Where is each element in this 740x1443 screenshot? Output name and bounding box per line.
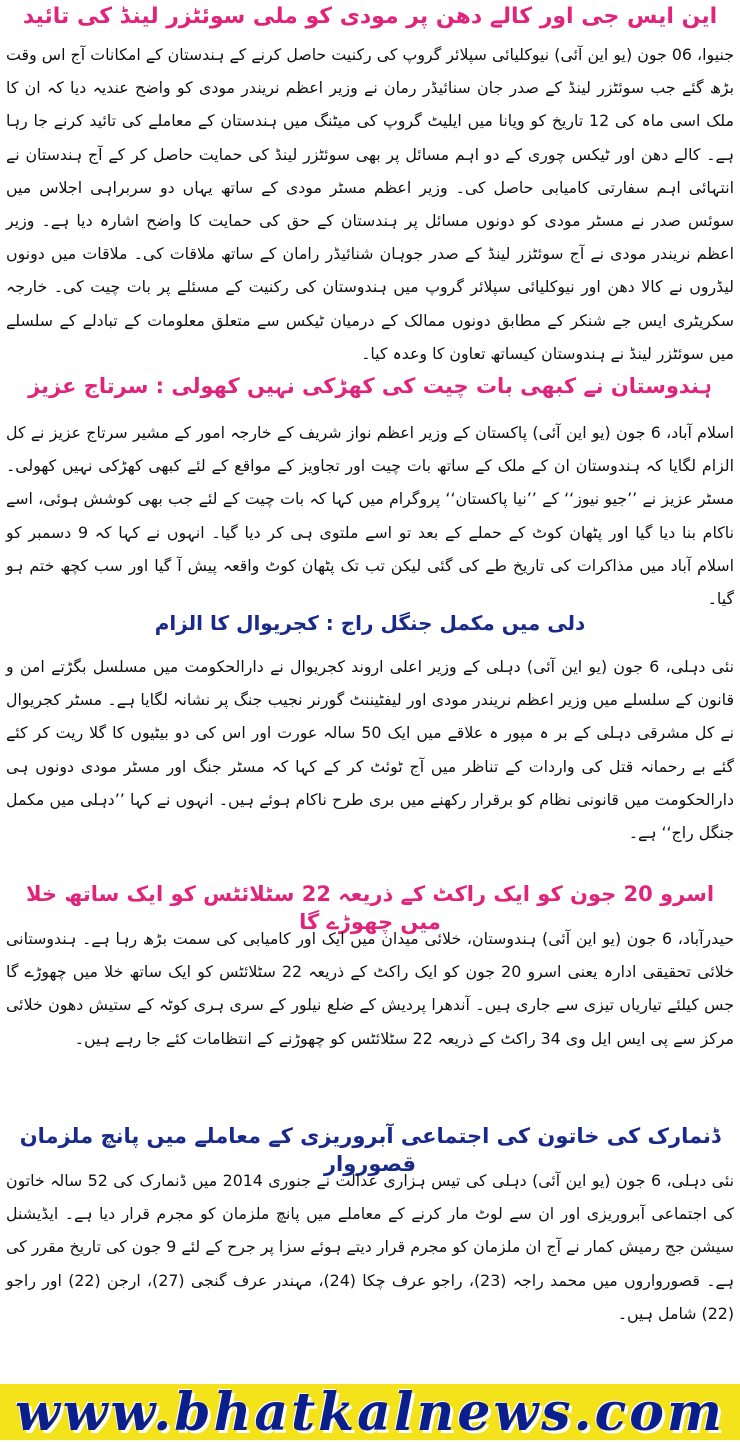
headline: اسرو 20 جون کو ایک راکٹ کے ذریعہ 22 سٹلائٹس کو ایک ساتھ خلا میں چھوڑے گا: [25, 882, 715, 935]
headline: ڈنمارک کی خاتون کی اجتماعی آبروریزی کے معاملے میں پانچ ملزمان قصوروار: [19, 1124, 721, 1177]
brand-logo-text[interactable]: www.bhatkalnews.com: [15, 1381, 725, 1443]
article-denmark-case: [6, 1102, 734, 1364]
article-swiss-support: [6, 0, 734, 368]
article-body: نئی دہلی، 6 جون (یو این آئی) دہلی کے وزیر اعلی اروند کجریوال نے دارالحکومت میں مسلسل بگڑتے امن و قانون کے سلسلے میں وزیر اعظم نریندر مودی اور لیفٹیننٹ گورنر نجیب جنگ پر نشانہ لگایا ہے۔ مسٹر کجریوال نے کل مشرقی دہلی کے بر ہ مپور ہ علاقے میں ایک 50 سالہ عورت اور اس کی دو بیٹیوں کا گلا ریت کر کئے گئے بے رحمانہ قتل کی واردات کے تناظر میں آج ٹوئٹ کر کے کہا کہ مسٹر جنگ اور مسٹر مودی دونوں ہی دارالحکومت میں قانونی نظام کو برقرار رکھنے میں بری طرح ناکام ہوئے ہیں۔ انہوں نے کہا ’’دہلی میں مکمل جنگل راج‘‘ ہے۔: [6, 657, 734, 843]
headline: ہندوستان نے کبھی بات چیت کی کھڑکی نہیں کھولی : سرتاج عزیز: [28, 374, 712, 398]
article-sartaj-aziz: [6, 368, 735, 609]
headline: این ایس جی اور کالے دھن پر مودی کو ملی سوئٹزر لینڈ کی تائید: [22, 4, 718, 29]
article-body: حیدرآباد، 6 جون (یو این آئی) ہندوستان، خلائی میدان میں ایک اور کامیابی کی سمت بڑھ رہا ہے۔ ہندوستانی خلائی تحقیقی ادارہ یعنی اسرو 20 جون کو ایک راکٹ کے ذریعہ 22 سٹلائٹس کو ایک ساتھ خلا میں چھوڑے گا جس کیلئے تیاریاں تیزی سے جاری ہیں۔ آندھرا پردیش کے ضلع نیلور کے سری ہری کوٹہ کے ستیش دھون خلائی مرکز سے پی ایس ایل وی 34 راکٹ کے ذریعہ 22 سٹلائٹس کو چھوڑنے کے انتظامات کئے جا رہے ہیں۔: [6, 929, 734, 1048]
article-isro: [6, 862, 734, 1102]
article-kejriwal: [6, 606, 734, 862]
headline: دلی میں مکمل جنگل راج : کجریوال کا الزام: [154, 611, 586, 635]
article-body: اسلام آباد، 6 جون (یو این آئی) پاکستان کے وزیر اعظم نواز شریف کے خارجہ امور کے مشیر سرتاج عزیز نے کل الزام لگایا کہ ہندوستان ان کے ملک کے ساتھ بات چیت اور تجاویز کے مواقع کے لئے کبھی کھڑکی نہیں کھولی۔ مسٹر عزیز نے ’’جیو نیوز‘‘ کے ’’نیا پاکستان‘‘ پروگرام میں کہا کہ بات چیت کے لئے جب بھی کوشش ہوئی، اسے ناکام بنا دیا گیا اور پٹھان کوٹ کے حملے کے بعد تو اسے ملتوی ہی کر دیا گیا۔ انہوں نے کہا کہ 9 دسمبر کو اسلام آباد میں مذاکرات کی تاریخ طے کی گئی لیکن تب تک پٹھان کوٹ واقعہ پیش آ گیا اور سب کچھ ختم ہو گیا۔: [6, 423, 735, 609]
article-body: جنیوا، 06 جون (یو این آئی) نیوکلیائی سپلائر گروپ کی رکنیت حاصل کرنے کے ہندستان کے امکانات آج اس وقت بڑھ گئے جب سوئٹزر لینڈ کے صدر جان سنائیڈر رمان نے وزیر اعظم نریندر مودی کو واضح عندیہ دیا کہ ان کا ملک اسی ماہ کی 12 تاریخ کو ویانا میں ایلیٹ گروپ کی میٹنگ میں ہندستان کے معاملے کی تائید کرنے جا رہا ہے۔ کالے دھن اور ٹیکس چوری کے دو اہم مسائل پر بھی سوئٹزر لینڈ کی حمایت حاصل کر کے آج ہندستان نے انتہائی اہم سفارتی کامیابی حاصل کی۔ وزیر اعظم مسٹر مودی کے ساتھ یہاں دو سربراہی اجلاس میں سوئس صدر نے مسٹر مودی کو دونوں مسائل پر ہندستان کے حق کی حمایت کا واضح اشارہ دیا ہے۔ وزیر اعظم نریندر مودی نے آج سوئٹزر لینڈ کے صدر جوہان شنائیڈر رامان کے ساتھ ملاقات کی۔ ملاقات میں دونوں لیڈروں نے کالا دھن اور نیوکلیائی سپلائر گروپ میں ہندوستان کی رکنیت کے مسئلے پر بات چیت کی۔ خارجہ سکریٹری ایس جے شنکر کے مطابق دونوں ممالک کے درمیان ٹیکس سے متعلق معلومات کے تبادلے کے سلسلے میں سوئٹزر لینڈ نے ہندوستان کیساتھ تعاون کا وعدہ کیا۔: [6, 45, 734, 363]
article-body: نئی دہلی، 6 جون (یو این آئی) دہلی کی تیس ہزاری عدالت نے جنوری 2014 میں ڈنمارک کی 52 سالہ خاتون کی اجتماعی آبروریزی اور ان سے لوٹ مار کرنے کے معاملے میں پانچ ملزمان کو مجرم قرار دیا ہے۔ ایڈیشنل سیشن جج رمیش کمار نے آج ان ملزمان کو مجرم قرار دیتے ہوئے سزا پر جرح کے لئے 9 جون کی تاریخ مقرر کی ہے۔ قصورواروں میں محمد راجہ (23)، راجو عرف چکا (24)، مہندر عرف گنجی (27)، ارجن (22) اور راجو (22) شامل ہیں۔: [6, 1171, 735, 1323]
brand-banner: [0, 1381, 740, 1443]
